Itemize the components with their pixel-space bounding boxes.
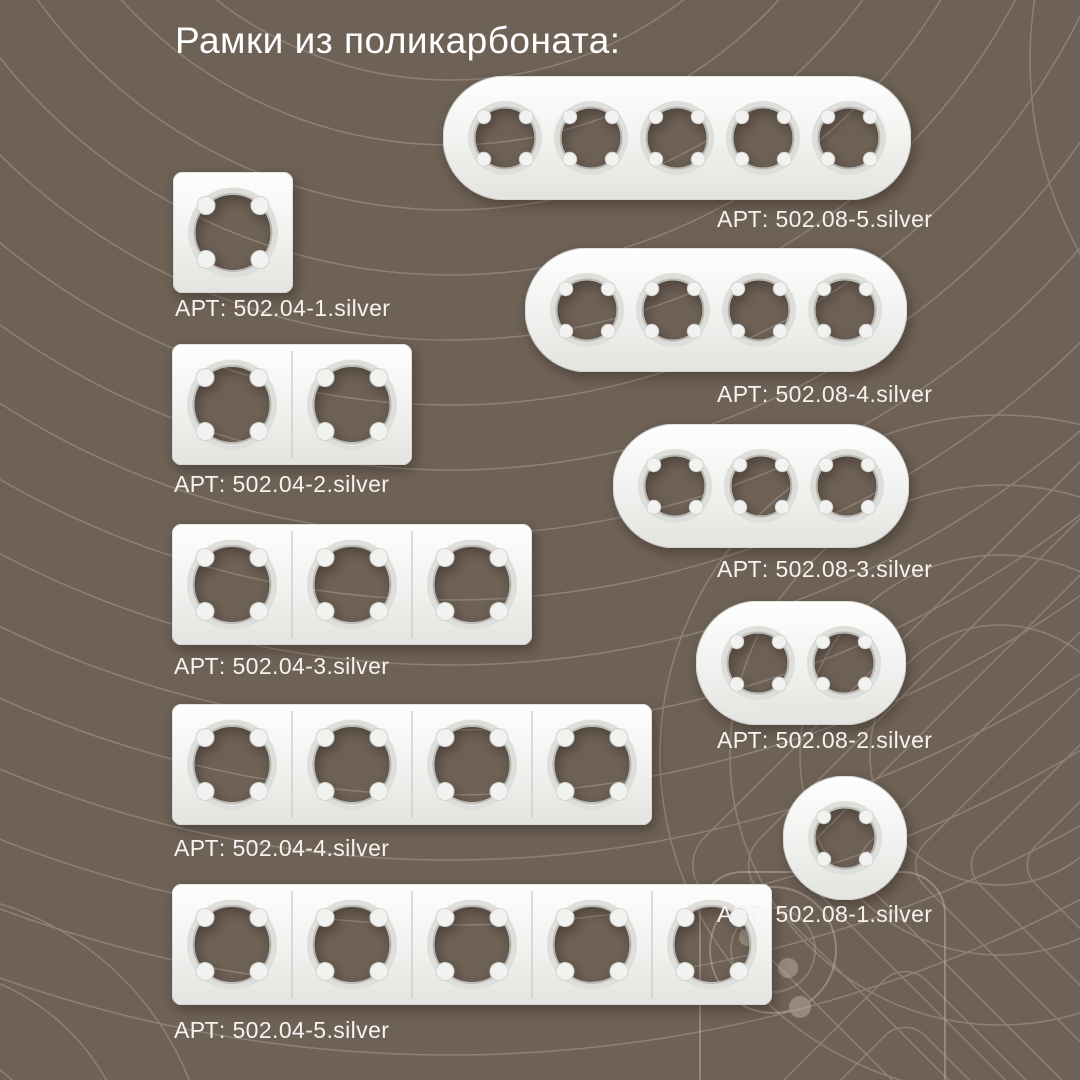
- mount-tab: [559, 324, 573, 338]
- mount-tab: [316, 962, 334, 980]
- mount-tab: [772, 677, 786, 691]
- mount-tab: [730, 677, 744, 691]
- mount-tab: [733, 500, 747, 514]
- frame-image-502.08-1: [783, 776, 907, 900]
- article-label-502.08-5: АРТ: 502.08-5.silver: [717, 206, 933, 232]
- mount-tab: [859, 852, 873, 866]
- mount-tab: [730, 635, 744, 649]
- mount-tab: [610, 782, 628, 800]
- mount-tab: [858, 677, 872, 691]
- mount-tab: [250, 729, 268, 747]
- mount-tab: [691, 110, 705, 124]
- mount-tab: [370, 962, 388, 980]
- article-label-502.08-3: АРТ: 502.08-3.silver: [717, 556, 933, 582]
- mount-tab: [196, 909, 214, 927]
- mount-tab: [436, 909, 454, 927]
- mount-tab: [730, 962, 748, 980]
- mount-tab: [519, 110, 533, 124]
- mount-tab: [251, 197, 269, 215]
- mount-tab: [731, 324, 745, 338]
- article-label-502.04-4: АРТ: 502.04-4.silver: [174, 835, 390, 861]
- article-label-502.08-2: АРТ: 502.08-2.silver: [717, 727, 933, 753]
- mount-tab: [859, 324, 873, 338]
- mount-tab: [477, 110, 491, 124]
- mount-tab: [556, 729, 574, 747]
- frame-image-502.04-2: [172, 344, 412, 465]
- mount-tab: [821, 152, 835, 166]
- mount-tab: [861, 500, 875, 514]
- product-502.04-5: [172, 884, 772, 1005]
- mount-tab: [436, 602, 454, 620]
- mount-tab: [316, 909, 334, 927]
- mount-tab: [689, 500, 703, 514]
- mount-tab: [817, 852, 831, 866]
- mount-tab: [777, 152, 791, 166]
- mount-tab: [316, 782, 334, 800]
- mount-tab: [817, 324, 831, 338]
- mount-tab: [316, 369, 334, 387]
- mount-tab: [777, 110, 791, 124]
- mount-tab: [819, 458, 833, 472]
- mount-tab: [691, 152, 705, 166]
- mount-tab: [196, 962, 214, 980]
- article-label-502.08-1: АРТ: 502.08-1.silver: [717, 901, 933, 927]
- mount-tab: [687, 282, 701, 296]
- mount-tab: [490, 782, 508, 800]
- mount-tab: [610, 962, 628, 980]
- mount-tab: [250, 602, 268, 620]
- mount-tab: [861, 458, 875, 472]
- mount-tab: [490, 602, 508, 620]
- mount-tab: [676, 909, 694, 927]
- mount-tab: [316, 549, 334, 567]
- mount-tab: [196, 422, 214, 440]
- mount-tab: [316, 729, 334, 747]
- mount-tab: [733, 458, 747, 472]
- mount-tab: [735, 110, 749, 124]
- mount-tab: [250, 549, 268, 567]
- mount-tab: [556, 909, 574, 927]
- mount-tab: [559, 282, 573, 296]
- mount-tab: [649, 110, 663, 124]
- product-502.04-3: [172, 524, 532, 645]
- mount-tab: [250, 422, 268, 440]
- mount-tab: [601, 282, 615, 296]
- mount-tab: [859, 282, 873, 296]
- mount-tab: [563, 110, 577, 124]
- mount-tab: [490, 549, 508, 567]
- mount-tab: [197, 197, 215, 215]
- mount-tab: [436, 549, 454, 567]
- article-label-502.04-1: АРТ: 502.04-1.silver: [175, 295, 391, 321]
- mount-tab: [647, 500, 661, 514]
- product-502.08-5: [443, 76, 911, 200]
- mount-tab: [731, 282, 745, 296]
- mount-tab: [610, 909, 628, 927]
- frame-image-502.04-5: [172, 884, 772, 1005]
- mount-tab: [370, 729, 388, 747]
- article-label-502.04-5: АРТ: 502.04-5.silver: [174, 1017, 390, 1043]
- mount-tab: [775, 458, 789, 472]
- mount-tab: [773, 324, 787, 338]
- product-502.08-2: [696, 601, 906, 725]
- mount-tab: [436, 962, 454, 980]
- mount-tab: [645, 324, 659, 338]
- page-title: Рамки из поликарбоната:: [175, 20, 621, 61]
- mount-tab: [649, 152, 663, 166]
- mount-tab: [370, 782, 388, 800]
- product-502.08-1: [783, 776, 907, 900]
- mount-tab: [676, 962, 694, 980]
- mount-tab: [196, 729, 214, 747]
- mount-tab: [735, 152, 749, 166]
- mount-tab: [490, 729, 508, 747]
- mount-tab: [490, 909, 508, 927]
- mount-tab: [316, 602, 334, 620]
- mount-tab: [370, 422, 388, 440]
- article-label-502.04-3: АРТ: 502.04-3.silver: [174, 653, 390, 679]
- product-502.08-4: [525, 248, 907, 372]
- article-label-502.04-2: АРТ: 502.04-2.silver: [174, 471, 390, 497]
- mount-tab: [196, 369, 214, 387]
- mount-tab: [196, 549, 214, 567]
- mount-tab: [601, 324, 615, 338]
- mount-tab: [817, 810, 831, 824]
- mount-tab: [370, 549, 388, 567]
- mount-tab: [821, 110, 835, 124]
- mount-tab: [773, 282, 787, 296]
- mount-tab: [370, 602, 388, 620]
- frame-image-502.08-5: [443, 76, 911, 200]
- frame-image-502.08-3: [613, 424, 909, 548]
- product-502.04-2: [172, 344, 412, 465]
- mount-tab: [817, 282, 831, 296]
- mount-tab: [605, 152, 619, 166]
- mount-tab: [196, 602, 214, 620]
- mount-tab: [250, 909, 268, 927]
- mount-tab: [251, 250, 269, 268]
- mount-tab: [645, 282, 659, 296]
- frame-image-502.04-3: [172, 524, 532, 645]
- frame-image-502.08-2: [696, 601, 906, 725]
- mount-tab: [490, 962, 508, 980]
- mount-tab: [863, 152, 877, 166]
- product-502.04-1: [173, 172, 293, 293]
- frame-image-502.04-4: [172, 704, 652, 825]
- product-502.08-3: [613, 424, 909, 548]
- mount-tab: [610, 729, 628, 747]
- mount-tab: [477, 152, 491, 166]
- frame-image-502.08-4: [525, 248, 907, 372]
- mount-tab: [370, 909, 388, 927]
- mount-tab: [816, 677, 830, 691]
- mount-tab: [196, 782, 214, 800]
- mount-tab: [316, 422, 334, 440]
- article-label-502.08-4: АРТ: 502.08-4.silver: [717, 381, 933, 407]
- mount-tab: [197, 250, 215, 268]
- mount-tab: [819, 500, 833, 514]
- mount-tab: [859, 810, 873, 824]
- mount-tab: [250, 369, 268, 387]
- mount-tab: [687, 324, 701, 338]
- product-502.04-4: [172, 704, 652, 825]
- mount-tab: [775, 500, 789, 514]
- mount-tab: [772, 635, 786, 649]
- mount-tab: [250, 962, 268, 980]
- mount-tab: [563, 152, 577, 166]
- mount-tab: [436, 729, 454, 747]
- mount-tab: [436, 782, 454, 800]
- mount-tab: [556, 782, 574, 800]
- mount-tab: [816, 635, 830, 649]
- mount-tab: [250, 782, 268, 800]
- mount-tab: [519, 152, 533, 166]
- frame-image-502.04-1: [173, 172, 293, 293]
- mount-tab: [689, 458, 703, 472]
- mount-tab: [647, 458, 661, 472]
- mount-tab: [556, 962, 574, 980]
- mount-tab: [370, 369, 388, 387]
- mount-tab: [858, 635, 872, 649]
- mount-tab: [605, 110, 619, 124]
- mount-tab: [863, 110, 877, 124]
